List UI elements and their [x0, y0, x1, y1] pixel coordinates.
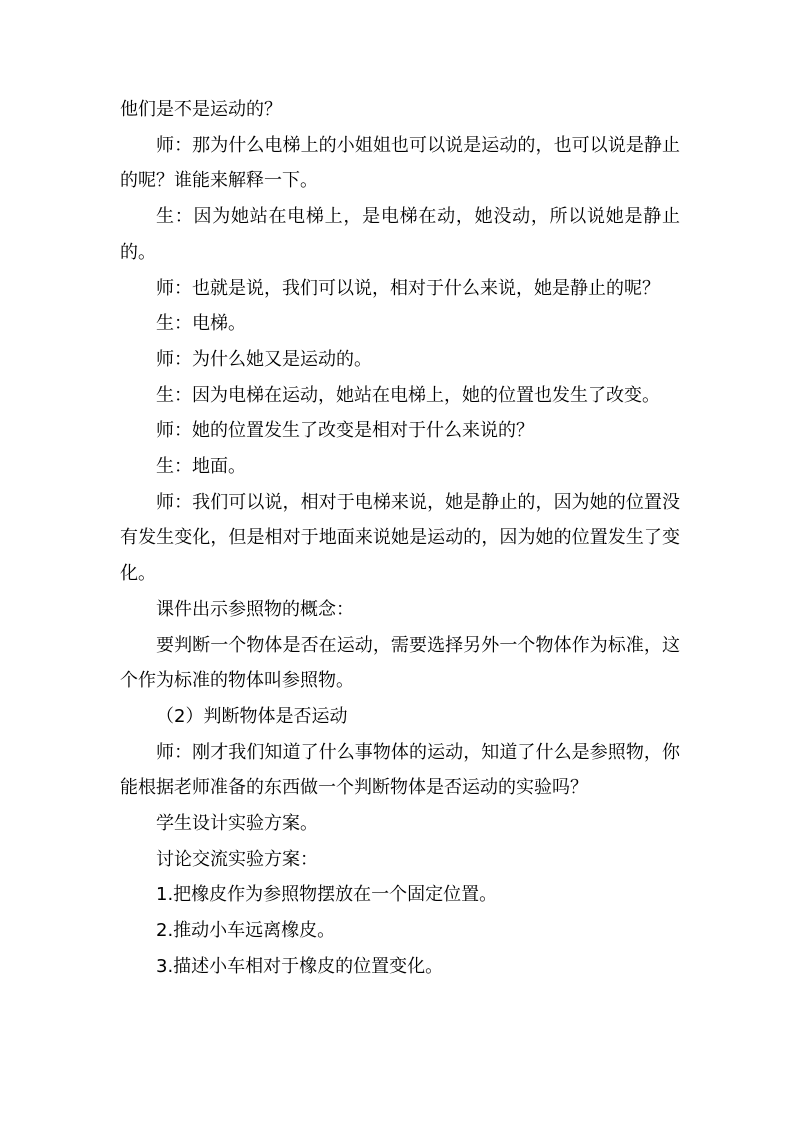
paragraph-14: 师：刚才我们知道了什么事物体的运动，知道了什么是参照物，你能根据老师准备的东西做一个判断物体是否运动的实验吗？: [120, 741, 680, 799]
paragraph-1: 他们是不是运动的？: [120, 99, 282, 120]
paragraph-3: 生：因为她站在电梯上，是电梯在动，她没动，所以说她是静止的。: [120, 206, 680, 263]
paragraph-9: 生：地面。: [156, 456, 246, 478]
document-body: [120, 92, 680, 985]
paragraph-18: 2.推动小车远离橡皮。: [156, 920, 336, 942]
paragraph-10: 师：我们可以说，相对于电梯来说，她是静止的，因为她的位置没有发生变化，但是相对于地面来说她是运动的，因为她的位置发生了变化。: [120, 491, 680, 585]
paragraph-7: 生：因为电梯在运动，她站在电梯上，她的位置也发生了改变。: [156, 384, 660, 406]
paragraph-15: 学生设计实验方案。: [156, 813, 318, 835]
paragraph-17: 1.把橡皮作为参照物摆放在一个固定位置。: [156, 884, 498, 906]
paragraph-5: 生：电梯。: [156, 313, 246, 335]
paragraph-6: 师：为什么她又是运动的。: [156, 348, 372, 370]
paragraph-8: 师：她的位置发生了改变是相对于什么来说的？: [156, 420, 534, 442]
paragraph-12: 要判断一个物体是否在运动，需要选择另外一个物体作为标准，这个作为标准的物体叫参照物。: [120, 634, 680, 692]
paragraph-19: 3.描述小车相对于橡皮的位置变化。: [156, 955, 444, 977]
paragraph-2: 师：那为什么电梯上的小姐姐也可以说是运动的，也可以说是静止的呢？谁能来解释一下。: [120, 134, 680, 192]
paragraph-4: 师：也就是说，我们可以说，相对于什么来说，她是静止的呢？: [156, 277, 660, 299]
paragraph-11: 课件出示参照物的概念：: [156, 598, 354, 620]
paragraph-16: 讨论交流实验方案：: [156, 848, 318, 870]
paragraph-13: （2）判断物体是否运动: [156, 705, 348, 727]
